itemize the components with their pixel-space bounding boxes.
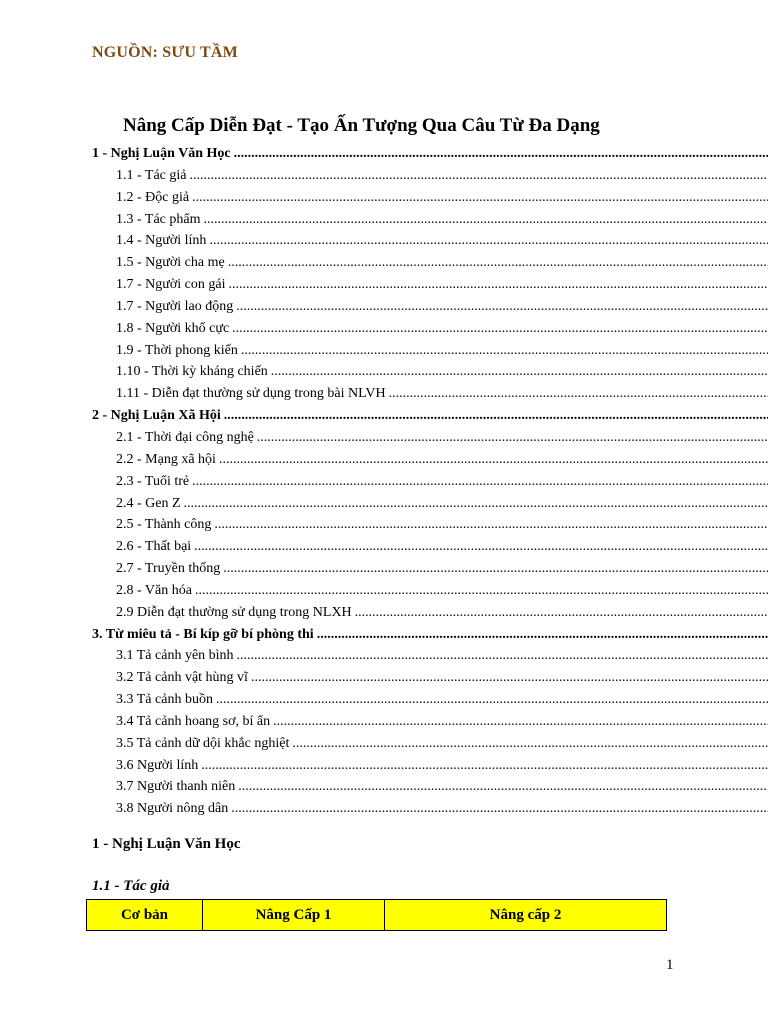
toc-dot-leader: [389, 383, 768, 405]
toc-label: 1.1 - Tác giả: [116, 167, 187, 183]
toc-label: 1.7 - Người lao động: [116, 298, 234, 314]
toc-dot-leader: [271, 361, 768, 383]
subsection-heading: 1.1 - Tác giả: [92, 878, 170, 894]
toc-label: 1.9 - Thời phong kiến: [116, 342, 238, 358]
toc-item-link[interactable]: [92, 340, 768, 362]
toc-dot-leader: [223, 558, 768, 580]
toc-item-link[interactable]: [92, 209, 768, 231]
toc-item-link[interactable]: [92, 667, 768, 689]
toc-item-link[interactable]: [92, 602, 768, 624]
toc-label: 1.10 - Thời kỳ kháng chiến: [116, 364, 268, 380]
toc-dot-leader: [216, 689, 768, 711]
table-header-upgrade-1: Nâng Cấp 1: [203, 900, 385, 931]
toc-label: 1.7 - Người con gái: [116, 277, 226, 293]
toc-item-link[interactable]: [92, 493, 768, 515]
toc-label: 1.5 - Người cha mẹ: [116, 255, 225, 271]
table-header-basic: Cơ bản: [87, 900, 203, 931]
toc-item-link[interactable]: [92, 776, 768, 798]
toc-section-link[interactable]: [92, 143, 768, 165]
toc-item-link[interactable]: [92, 187, 768, 209]
toc-dot-leader: [236, 296, 768, 318]
toc-label: 3.7 Người thanh niên: [116, 779, 236, 795]
table-header-upgrade-2: Nâng cấp 2: [385, 900, 667, 931]
toc-dot-leader: [204, 209, 768, 231]
toc-label: 2.2 - Mạng xã hội: [116, 451, 216, 467]
toc-dot-leader: [292, 733, 768, 755]
toc-item-link[interactable]: [92, 798, 768, 820]
page-number: 1: [666, 957, 674, 973]
source-label: NGUỒN: SƯU TẦM: [92, 44, 238, 61]
toc-label: 3.1 Tả cảnh yên bình: [116, 648, 234, 664]
toc-label: 3.3 Tả cảnh buồn: [116, 692, 213, 708]
toc-label: 3. Từ miêu tả - Bí kíp gỡ bí phòng thi: [92, 626, 314, 642]
toc-dot-leader: [192, 471, 768, 493]
toc-label: 2.6 - Thất bại: [116, 539, 192, 555]
toc-label: 1 - Nghị Luận Văn Học: [92, 146, 231, 161]
toc-dot-leader: [355, 602, 768, 624]
toc-label: 2.1 - Thời đại công nghệ: [116, 429, 254, 445]
toc-item-link[interactable]: [92, 252, 768, 274]
toc-item-link[interactable]: [92, 318, 768, 340]
section-heading: 1 - Nghị Luận Văn Học: [92, 836, 241, 852]
toc-label: 1.3 - Tác phẩm: [116, 211, 201, 227]
toc-item-link[interactable]: [92, 471, 768, 493]
document-title: Nâng Cấp Diễn Đạt - Tạo Ấn Tượng Qua Câu Từ Đa Dạng: [123, 115, 600, 136]
toc-item-link[interactable]: [92, 230, 768, 252]
toc-label: 2.4 - Gen Z: [116, 495, 181, 511]
toc-label: 3.2 Tả cảnh vật hùng vĩ: [116, 670, 248, 686]
toc-dot-leader: [231, 798, 768, 820]
toc-dot-leader: [209, 230, 768, 252]
toc-item-link[interactable]: [92, 514, 768, 536]
toc-label: 3.4 Tả cảnh hoang sơ, bí ẩn: [116, 713, 271, 729]
toc-item-link[interactable]: [92, 361, 768, 383]
comparison-table: [86, 899, 667, 931]
toc-section-link[interactable]: [92, 624, 768, 646]
toc-label: 2.8 - Văn hóa: [116, 582, 192, 598]
table-header-row: [87, 900, 667, 931]
toc-label: 3.8 Người nông dân: [116, 801, 229, 817]
toc-item-link[interactable]: [92, 733, 768, 755]
toc-dot-leader: [251, 667, 768, 689]
toc-dot-leader: [241, 340, 768, 362]
toc-item-link[interactable]: [92, 165, 768, 187]
toc-item-link[interactable]: [92, 580, 768, 602]
toc-item-link[interactable]: [92, 449, 768, 471]
toc-dot-leader: [192, 187, 768, 209]
toc-label: 1.2 - Độc giả: [116, 189, 190, 205]
toc-item-link[interactable]: [92, 427, 768, 449]
toc-dot-leader: [195, 580, 768, 602]
toc-dot-leader: [257, 427, 768, 449]
toc-item-link[interactable]: [92, 274, 768, 296]
toc-dot-leader: [190, 165, 768, 187]
toc-label: 2.9 Diễn đạt thường sử dụng trong NLXH: [116, 604, 352, 620]
toc-label: 1.11 - Diễn đạt thường sử dụng trong bài NLVH: [116, 386, 386, 402]
toc-label: 3.6 Người lính: [116, 757, 199, 773]
toc-label: 1.4 - Người lính: [116, 233, 207, 249]
toc-item-link[interactable]: [92, 755, 768, 777]
toc-item-link[interactable]: [92, 536, 768, 558]
toc-dot-leader: [228, 274, 768, 296]
toc-label: 2.7 - Truyền thống: [116, 561, 221, 577]
toc-item-link[interactable]: [92, 383, 768, 405]
toc-section-link[interactable]: [92, 405, 768, 427]
toc-item-link[interactable]: [92, 689, 768, 711]
toc-item-link[interactable]: [92, 645, 768, 667]
toc-item-link[interactable]: [92, 558, 768, 580]
toc-dot-leader: [237, 645, 768, 667]
toc-dot-leader: [214, 514, 768, 536]
toc-dot-leader: [234, 143, 768, 165]
toc-item-link[interactable]: [92, 711, 768, 733]
toc-dot-leader: [317, 624, 768, 646]
table-of-contents: [92, 143, 768, 820]
toc-dot-leader: [184, 493, 768, 515]
toc-dot-leader: [273, 711, 768, 733]
toc-label: 2.5 - Thành công: [116, 517, 212, 533]
toc-dot-leader: [238, 776, 768, 798]
toc-dot-leader: [224, 405, 768, 427]
toc-label: 2 - Nghị Luận Xã Hội: [92, 408, 221, 424]
toc-dot-leader: [219, 449, 768, 471]
toc-label: 1.8 - Người khổ cực: [116, 320, 230, 336]
toc-dot-leader: [232, 318, 768, 340]
toc-dot-leader: [201, 755, 768, 777]
toc-item-link[interactable]: [92, 296, 768, 318]
toc-dot-leader: [194, 536, 768, 558]
toc-dot-leader: [228, 252, 768, 274]
toc-label: 2.3 - Tuổi trẻ: [116, 473, 190, 489]
toc-label: 3.5 Tả cảnh dữ dội khắc nghiệt: [116, 735, 290, 751]
